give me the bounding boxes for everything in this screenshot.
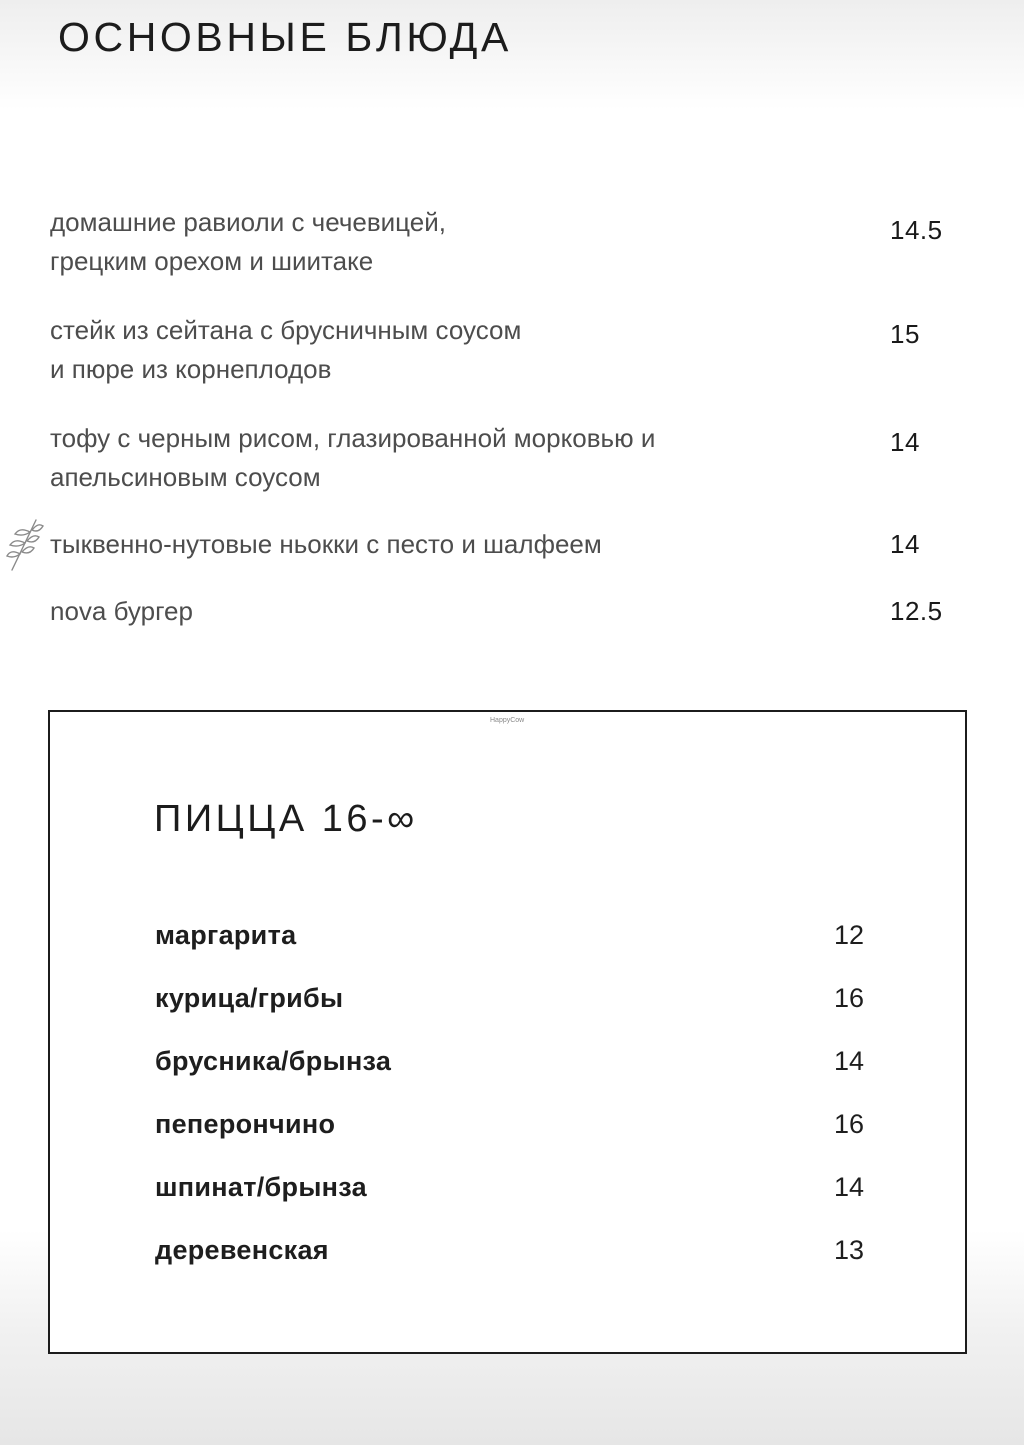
pizza-row xyxy=(155,1235,875,1275)
menu-item-price: 12.5 xyxy=(890,596,943,626)
menu-item-name-line-1: тофу с черным рисом, глазированной морковью и xyxy=(50,423,656,453)
pizza-price: 14 xyxy=(834,1172,865,1202)
menu-item xyxy=(50,592,943,631)
menu-item xyxy=(50,311,920,389)
pizza-name: шпинат/брынза xyxy=(155,1172,367,1202)
pizza-row xyxy=(155,1046,875,1086)
pizza-name: маргарита xyxy=(155,920,297,950)
menu-item-name-line-2: грецким орехом и шиитаке xyxy=(50,246,374,276)
menu-item-price: 14 xyxy=(890,529,920,559)
pizza-price: 16 xyxy=(834,983,865,1013)
menu-item-name-line-2: апельсиновым соусом xyxy=(50,462,321,492)
pizza-name: пеперончино xyxy=(155,1109,336,1139)
menu-item-name-line-2: и пюре из корнеплодов xyxy=(50,354,332,384)
pizza-price: 12 xyxy=(834,920,865,950)
menu-item xyxy=(50,419,920,497)
section-title-main-dishes: ОСНОВНЫЕ БЛЮДА xyxy=(58,14,512,60)
pizza-row xyxy=(155,920,875,960)
menu-item-price: 15 xyxy=(890,319,920,349)
pizza-name: деревенская xyxy=(155,1235,329,1265)
menu-item xyxy=(50,525,920,564)
watermark-text: HappyCow xyxy=(490,717,525,724)
pizza-row xyxy=(155,1109,875,1149)
menu-item-price: 14.5 xyxy=(890,215,943,245)
wheat-leaf-icon xyxy=(6,518,46,572)
menu-item xyxy=(50,203,943,281)
pizza-row xyxy=(155,1172,875,1212)
menu-item-name: nova бургер xyxy=(50,596,193,626)
section-title-pizza: ПИЦЦА 16-∞ xyxy=(154,798,418,840)
pizza-price: 16 xyxy=(834,1109,865,1139)
pizza-row xyxy=(155,983,875,1023)
menu-item-name-line-1: домашние равиоли с чечевицей, xyxy=(50,207,446,237)
pizza-price: 13 xyxy=(834,1235,865,1265)
pizza-name: брусника/брынза xyxy=(155,1046,392,1076)
menu-item-name: тыквенно-нутовые ньокки с песто и шалфеем xyxy=(50,529,602,559)
menu-item-price: 14 xyxy=(890,427,920,457)
menu-item-name-line-1: стейк из сейтана с брусничным соусом xyxy=(50,315,522,345)
pizza-price: 14 xyxy=(834,1046,865,1076)
pizza-name: курица/грибы xyxy=(155,983,344,1013)
